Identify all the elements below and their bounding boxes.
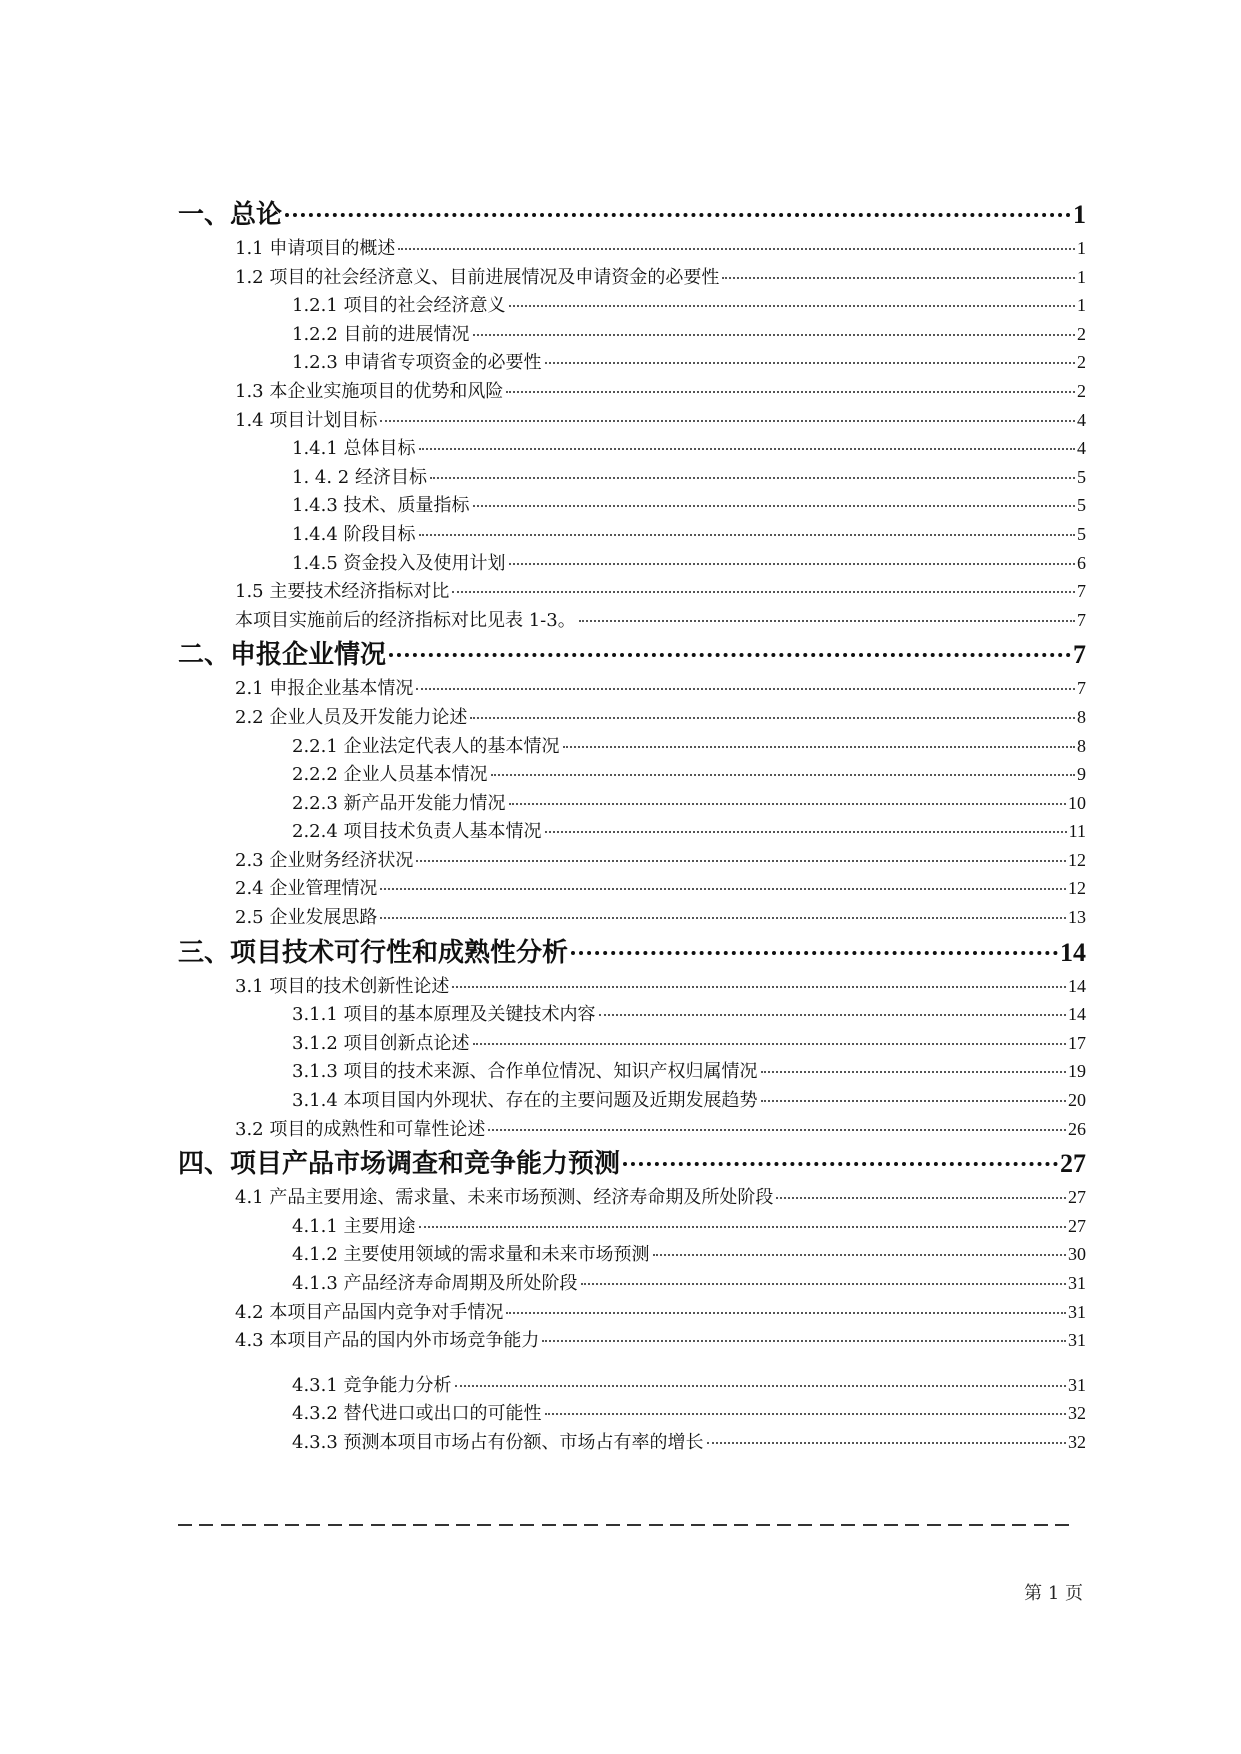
toc-entry-level-3[interactable] xyxy=(178,434,1086,463)
separator-dash xyxy=(649,1514,663,1526)
toc-entry-level-3[interactable] xyxy=(178,348,1086,377)
toc-entry-level-2[interactable] xyxy=(178,1115,1086,1144)
toc-dot-leader xyxy=(380,420,1075,422)
toc-entry-page-number: 13 xyxy=(1068,907,1086,928)
toc-entry-page-number: 20 xyxy=(1068,1090,1086,1111)
toc-entry-level-3[interactable] xyxy=(178,1399,1086,1428)
toc-entry-page-number: 4 xyxy=(1077,438,1086,459)
toc-spacer xyxy=(178,1355,1086,1371)
toc-dot-leader xyxy=(419,1226,1066,1228)
separator-dash xyxy=(670,1514,684,1526)
toc-dot-leader xyxy=(506,1312,1066,1314)
toc-entry-level-2[interactable] xyxy=(178,1298,1086,1327)
toc-entry-page-number: 1 xyxy=(1077,266,1086,287)
toc-dot-leader xyxy=(545,1413,1066,1415)
toc-entry-page-number: 14 xyxy=(1060,937,1086,967)
toc-dot-leader xyxy=(761,1071,1066,1073)
toc-entry-level-2[interactable] xyxy=(178,1183,1086,1212)
toc-dot-leader xyxy=(416,688,1075,690)
toc-entry-title: 4.1.1 主要用途 xyxy=(292,1215,416,1237)
toc-dot-leader xyxy=(707,1442,1066,1444)
toc-entry-level-2[interactable] xyxy=(178,674,1086,703)
toc-entry-title: 4.1 产品主要用途、需求量、未来市场预测、经济寿命期及所处阶段 xyxy=(235,1187,774,1209)
toc-dot-leader xyxy=(545,831,1067,833)
separator-dash xyxy=(285,1514,299,1526)
toc-entry-level-2[interactable] xyxy=(178,703,1086,732)
toc-entry-page-number: 1 xyxy=(1073,200,1086,229)
toc-entry-title: 1.4.5 资金投入及使用计划 xyxy=(292,552,506,574)
toc-dot-leader xyxy=(389,653,1071,657)
separator-dash xyxy=(969,1514,983,1526)
separator-dash xyxy=(584,1514,598,1526)
toc-entry-page-number: 12 xyxy=(1068,849,1086,870)
separator-dash xyxy=(349,1514,363,1526)
toc-entry-level-1[interactable] xyxy=(178,932,1086,972)
toc-entry-page-number: 31 xyxy=(1068,1301,1086,1322)
toc-entry-page-number: 14 xyxy=(1068,975,1086,996)
toc-dot-leader xyxy=(452,591,1075,593)
toc-dot-leader xyxy=(509,803,1066,805)
separator-dash xyxy=(477,1514,491,1526)
separator-dash xyxy=(199,1514,213,1526)
toc-dot-leader xyxy=(452,986,1066,988)
toc-entry-level-3[interactable] xyxy=(178,1000,1086,1029)
toc-entry-level-3[interactable] xyxy=(178,732,1086,761)
toc-entry-title: 2.2.1 企业法定代表人的基本情况 xyxy=(292,735,560,757)
toc-entry-level-2[interactable] xyxy=(178,1326,1086,1355)
toc-entry-level-3[interactable] xyxy=(178,291,1086,320)
separator-dash xyxy=(798,1514,812,1526)
toc-dot-leader xyxy=(491,774,1075,776)
toc-entry-level-3[interactable] xyxy=(178,1212,1086,1241)
toc-entry-page-number: 17 xyxy=(1068,1032,1086,1053)
separator-dash xyxy=(456,1514,470,1526)
toc-entry-level-3[interactable] xyxy=(178,789,1086,818)
toc-entry-title: 1.2 项目的社会经济意义、目前进展情况及申请资金的必要性 xyxy=(235,266,720,288)
toc-entry-level-2[interactable] xyxy=(178,577,1086,606)
toc-entry-level-3[interactable] xyxy=(178,1428,1086,1457)
toc-dot-leader xyxy=(776,1197,1066,1199)
toc-entry-level-2[interactable] xyxy=(178,234,1086,263)
separator-dash xyxy=(777,1514,791,1526)
toc-entry-page-number: 5 xyxy=(1077,523,1086,544)
separator-dash xyxy=(306,1514,320,1526)
toc-entry-title: 3.1 项目的技术创新性论述 xyxy=(235,975,450,997)
separator-dash xyxy=(1012,1514,1026,1526)
separator-dash xyxy=(627,1514,641,1526)
toc-entry-title: 2.2.2 企业人员基本情况 xyxy=(292,764,488,786)
toc-dot-leader xyxy=(579,620,1075,622)
toc-entry-level-2[interactable] xyxy=(178,903,1086,932)
toc-entry-level-2[interactable] xyxy=(178,846,1086,875)
toc-entry-title: 1.4.3 技术、质量指标 xyxy=(292,495,470,517)
toc-entry-level-3[interactable] xyxy=(178,1029,1086,1058)
separator-dash xyxy=(691,1514,705,1526)
toc-entry-title: 2.2.3 新产品开发能力情况 xyxy=(292,792,506,814)
toc-entry-level-3[interactable] xyxy=(178,1057,1086,1086)
toc-entry-title: 四、项目产品市场调查和竞争能力预测 xyxy=(178,1149,621,1180)
separator-dash xyxy=(991,1514,1005,1526)
toc-entry-page-number: 26 xyxy=(1068,1118,1086,1139)
separator-dash xyxy=(520,1514,534,1526)
toc-dot-leader xyxy=(419,534,1075,536)
toc-dot-leader xyxy=(542,1340,1066,1342)
toc-entry-title: 4.3.1 竞争能力分析 xyxy=(292,1374,452,1396)
toc-dot-leader xyxy=(571,951,1058,955)
separator-dash xyxy=(927,1514,941,1526)
toc-entry-page-number: 31 xyxy=(1068,1273,1086,1293)
toc-entry-page-number: 31 xyxy=(1068,1330,1086,1351)
toc-entry-title: 1.2.2 目前的进展情况 xyxy=(292,323,470,345)
separator-dash xyxy=(435,1514,449,1526)
toc-entry-title: 二、申报企业情况 xyxy=(178,640,387,671)
toc-dot-leader xyxy=(623,1162,1058,1166)
toc-entry-page-number: 7 xyxy=(1077,609,1086,630)
separator-dash xyxy=(563,1514,577,1526)
separator-dash xyxy=(328,1514,342,1526)
toc-dot-leader xyxy=(761,1100,1066,1102)
toc-entry-title: 3.2 项目的成熟性和可靠性论述 xyxy=(235,1118,486,1140)
toc-entry-title: 1. 4. 2 经济目标 xyxy=(292,466,427,488)
toc-entry-title: 1.2.3 申请省专项资金的必要性 xyxy=(292,352,542,374)
toc-entry-page-number: 7 xyxy=(1073,640,1086,670)
toc-entry-title: 一、总论 xyxy=(178,200,283,230)
toc-entry-title: 1.1 申请项目的概述 xyxy=(235,238,396,259)
toc-entry-title: 2.1 申报企业基本情况 xyxy=(235,678,414,700)
toc-entry-level-1[interactable] xyxy=(178,1143,1086,1183)
toc-entry-title: 1.4 项目计划目标 xyxy=(235,409,378,431)
toc-dot-leader xyxy=(599,1014,1066,1016)
toc-dot-leader xyxy=(470,717,1075,719)
toc-entry-level-1[interactable] xyxy=(178,194,1086,234)
separator-dash xyxy=(413,1514,427,1526)
toc-dot-leader xyxy=(473,505,1075,507)
toc-entry-title: 1.3 本企业实施项目的优势和风险 xyxy=(235,380,504,402)
separator-dash xyxy=(542,1514,556,1526)
toc-entry-title: 1.4.1 总体目标 xyxy=(292,438,416,460)
toc-entry-page-number: 32 xyxy=(1068,1403,1086,1424)
toc-entry-page-number: 32 xyxy=(1068,1431,1086,1452)
toc-entry-title: 4.1.2 主要使用领域的需求量和未来市场预测 xyxy=(292,1244,650,1266)
separator-dash xyxy=(606,1514,620,1526)
toc-entry-page-number: 30 xyxy=(1068,1244,1086,1265)
separator-dash xyxy=(264,1514,278,1526)
separator-dash xyxy=(948,1514,962,1526)
table-of-contents xyxy=(178,194,1086,1457)
toc-dot-leader xyxy=(488,1129,1066,1131)
toc-entry-level-3[interactable] xyxy=(178,817,1086,846)
toc-dot-leader xyxy=(653,1254,1066,1256)
separator-dash xyxy=(884,1514,898,1526)
separator-dash xyxy=(756,1514,770,1526)
toc-entry-level-3[interactable] xyxy=(178,1371,1086,1400)
toc-entry-page-number: 5 xyxy=(1077,466,1086,487)
toc-entry-title: 4.3.3 预测本项目市场占有份额、市场占有率的增长 xyxy=(292,1431,704,1453)
toc-entry-page-number: 27 xyxy=(1060,1149,1086,1179)
toc-entry-page-number: 1 xyxy=(1077,295,1086,316)
toc-entry-level-2[interactable] xyxy=(178,263,1086,292)
toc-entry-page-number: 8 xyxy=(1077,706,1086,727)
toc-dot-leader xyxy=(581,1283,1066,1285)
toc-entry-title: 2.4 企业管理情况 xyxy=(235,878,378,900)
toc-entry-title: 4.3 本项目产品的国内外市场竞争能力 xyxy=(235,1330,540,1352)
toc-dot-leader xyxy=(473,334,1075,336)
separator-dash xyxy=(863,1514,877,1526)
toc-entry-title: 1.2.1 项目的社会经济意义 xyxy=(292,295,506,317)
toc-entry-title: 1.4.4 阶段目标 xyxy=(292,523,416,545)
toc-entry-page-number: 2 xyxy=(1077,380,1086,401)
separator-dash xyxy=(242,1514,256,1526)
toc-entry-level-3[interactable] xyxy=(178,760,1086,789)
toc-entry-page-number: 27 xyxy=(1068,1187,1086,1208)
toc-entry-title: 2.3 企业财务经济状况 xyxy=(235,849,414,871)
toc-entry-title: 4.1.3 产品经济寿命周期及所处阶段 xyxy=(292,1273,578,1294)
toc-entry-title: 2.5 企业发展思路 xyxy=(235,907,378,929)
toc-entry-level-3[interactable] xyxy=(178,320,1086,349)
toc-dot-leader xyxy=(509,563,1075,565)
toc-entry-page-number: 5 xyxy=(1077,495,1086,516)
separator-dash xyxy=(1055,1514,1069,1526)
toc-entry-page-number: 4 xyxy=(1077,409,1086,430)
separator-dash xyxy=(734,1514,748,1526)
separator-dash xyxy=(371,1514,385,1526)
separator-dash xyxy=(905,1514,919,1526)
toc-dot-leader xyxy=(398,248,1075,250)
toc-entry-page-number: 7 xyxy=(1077,581,1086,602)
toc-entry-title: 2.2 企业人员及开发能力论述 xyxy=(235,706,468,728)
toc-dot-leader xyxy=(430,477,1075,479)
separator-dash xyxy=(1034,1514,1048,1526)
toc-entry-page-number: 6 xyxy=(1077,552,1086,573)
toc-entry-title: 3.1.4 本项目国内外现状、存在的主要问题及近期发展趋势 xyxy=(292,1090,758,1112)
toc-entry-level-2[interactable] xyxy=(178,874,1086,903)
page-separator-line xyxy=(178,1510,1086,1530)
separator-dash xyxy=(713,1514,727,1526)
separator-dash xyxy=(392,1514,406,1526)
toc-dot-leader xyxy=(473,1043,1066,1045)
page-number: 第 1 页 xyxy=(1024,1583,1083,1604)
toc-dot-leader xyxy=(419,448,1075,450)
toc-entry-page-number: 27 xyxy=(1068,1215,1086,1236)
toc-entry-page-number: 2 xyxy=(1077,323,1086,344)
toc-entry-level-1[interactable] xyxy=(178,634,1086,674)
toc-entry-level-2[interactable] xyxy=(178,406,1086,435)
separator-dash xyxy=(178,1514,192,1526)
toc-entry-title: 4.3.2 替代进口或出口的可能性 xyxy=(292,1403,542,1425)
separator-dash xyxy=(499,1514,513,1526)
toc-entry-title: 1.5 主要技术经济指标对比 xyxy=(235,581,450,603)
toc-entry-page-number: 14 xyxy=(1068,1004,1086,1025)
toc-entry-title: 4.2 本项目产品国内竞争对手情况 xyxy=(235,1301,504,1323)
toc-entry-title: 3.1.2 项目创新点论述 xyxy=(292,1032,470,1054)
toc-entry-page-number: 1 xyxy=(1077,238,1086,258)
toc-entry-page-number: 19 xyxy=(1068,1061,1086,1082)
separator-dash xyxy=(820,1514,834,1526)
toc-entry-level-2[interactable] xyxy=(178,377,1086,406)
toc-dot-leader xyxy=(545,362,1075,364)
toc-entry-page-number: 12 xyxy=(1068,878,1086,899)
separator-dash xyxy=(841,1514,855,1526)
toc-entry-title: 2.2.4 项目技术负责人基本情况 xyxy=(292,821,542,843)
toc-entry-page-number: 7 xyxy=(1077,678,1086,699)
toc-entry-page-number: 2 xyxy=(1077,352,1086,373)
toc-dot-leader xyxy=(455,1385,1066,1387)
toc-entry-title: 3.1.3 项目的技术来源、合作单位情况、知识产权归属情况 xyxy=(292,1061,758,1083)
toc-entry-level-3[interactable] xyxy=(178,549,1086,578)
toc-entry-page-number: 10 xyxy=(1068,792,1086,813)
toc-entry-title: 三、项目技术可行性和成熟性分析 xyxy=(178,937,569,968)
toc-dot-leader xyxy=(722,277,1075,279)
toc-dot-leader xyxy=(416,860,1066,862)
toc-dot-leader xyxy=(509,305,1075,307)
toc-entry-level-3[interactable] xyxy=(178,1269,1086,1298)
toc-entry-page-number: 11 xyxy=(1068,821,1086,842)
toc-entry-level-3[interactable] xyxy=(178,1240,1086,1269)
toc-entry-title: 3.1.1 项目的基本原理及关键技术内容 xyxy=(292,1004,596,1026)
toc-dot-leader xyxy=(506,391,1075,393)
toc-entry-level-3[interactable] xyxy=(178,463,1086,492)
toc-entry-level-2[interactable] xyxy=(178,972,1086,1001)
toc-dot-leader xyxy=(380,917,1066,919)
toc-entry-title: 本项目实施前后的经济指标对比见表 1-3。 xyxy=(235,609,576,631)
toc-entry-page-number: 9 xyxy=(1077,764,1086,785)
toc-entry-level-3[interactable] xyxy=(178,1086,1086,1115)
toc-entry-level-2[interactable] xyxy=(178,606,1086,635)
toc-entry-page-number: 8 xyxy=(1077,735,1086,756)
toc-dot-leader xyxy=(563,746,1075,748)
toc-entry-page-number: 31 xyxy=(1068,1374,1086,1395)
toc-entry-level-3[interactable] xyxy=(178,520,1086,549)
separator-dash xyxy=(221,1514,235,1526)
toc-dot-leader xyxy=(285,213,1071,217)
toc-dot-leader xyxy=(380,888,1066,890)
toc-entry-level-3[interactable] xyxy=(178,491,1086,520)
